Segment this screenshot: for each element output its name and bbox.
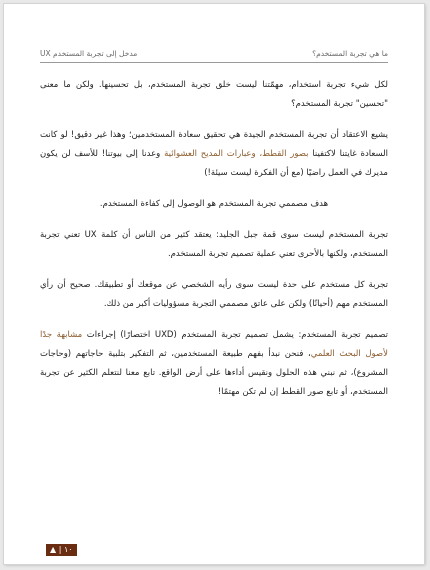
paragraph-text: لكل شيء تجربة استخدام، مهمّتنا ليست خلق تجربة المستخدم، بل تحسينها. ولكن ما معنى "تحسين" تجربة المستخدم؟ xyxy=(40,80,388,109)
paragraph-text: هدف مصممي تجربة المستخدم هو الوصول إلى كفاءة المستخدم. xyxy=(99,199,329,209)
page-number-badge: ١٠ | ▲ xyxy=(46,544,77,556)
body-text xyxy=(40,76,388,414)
paragraph-text: تجربة المستخدم ليست سوى قمة جبل الجليد: يعتقد كثير من الناس أن كلمة UX تعني تجربة المستخدم، ولكنها بالأحرى تعني عملية تصميم تجربة المستخدم. xyxy=(40,230,388,259)
chapter-title: ما هي تجربة المستخدم؟ xyxy=(312,49,388,58)
paragraph xyxy=(40,76,388,114)
paragraph xyxy=(40,126,388,183)
paragraph-text: وعدنا إلى بيوتنا! للأسف لن يكون مديرك في العمل راضيًا (مع أن الفكرة ليست سيئة!) xyxy=(40,149,388,178)
inline-link[interactable]: بصور القطط، وعبارات المديح العشوائية xyxy=(164,149,309,159)
paragraph xyxy=(40,326,388,402)
paragraph xyxy=(40,276,388,314)
document-page xyxy=(4,4,424,564)
inline-link[interactable]: مشابهة جدًا لأصول البحث العلمي xyxy=(40,330,388,359)
paragraph xyxy=(40,195,388,214)
paragraph-text: تجربة كل مستخدم على حدة ليست سوى رأيه الشخصي عن موقعك أو تطبيقك. صحيح أن رأي المستخدم مهم (أحيانًا) ولكن على عاتق مصممي التجربة مسؤوليات أكبر من ذلك. xyxy=(40,280,388,309)
paragraph-text: تصميم تجربة المستخدم: يشمل تصميم تجربة المستخدم (UXD اختصارًا) إجراءات xyxy=(82,330,388,340)
book-title: مدخل إلى تجربة المستخدم UX xyxy=(40,49,138,58)
running-header xyxy=(40,46,388,63)
paragraph-text: يشيع الاعتقاد أن تجربة المستخدم الجيدة هي تحقيق سعادة المستخدمين؛ وهذا غير دقيق! لو كانت السعادة غايتنا لاكتفينا xyxy=(40,130,389,159)
paragraph xyxy=(40,226,388,264)
paragraph-text: ، فنحن نبدأ بفهم طبيعة المستخدمين، ثم التفكير بتلبية حاجاتهم (وحاجات المشروع)، ثم نبني هذه الحلول ونقيس أداءها على أرض الواقع. تابع معنا لنتعلم الكثير عن تجربة المستخدم، أو تابع صور القطط إن لم تكن مهتمًا! xyxy=(40,349,388,397)
